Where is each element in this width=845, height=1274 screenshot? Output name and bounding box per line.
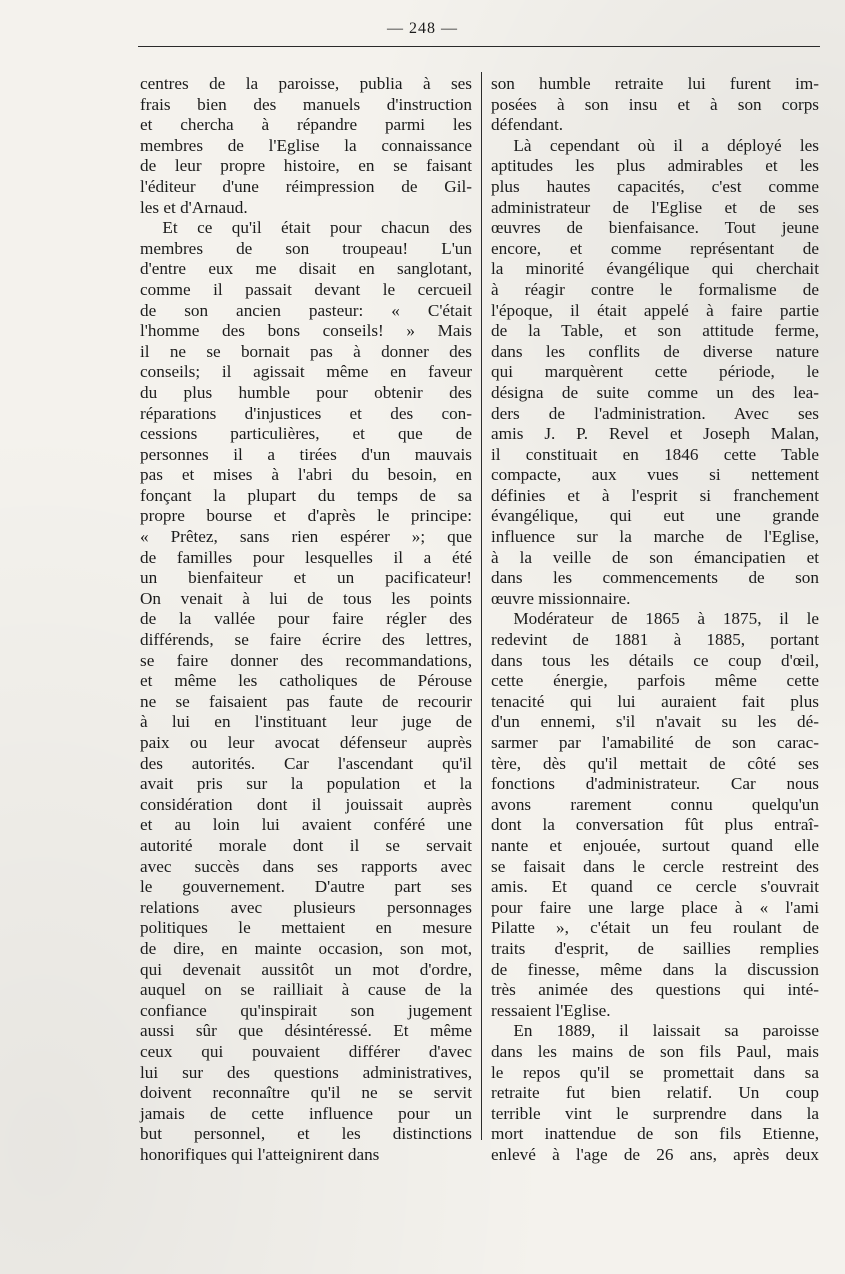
text-line: paix ou leur avocat défenseur auprès bbox=[140, 733, 472, 752]
text-line: Pilatte », c'était un feu roulant de bbox=[491, 918, 819, 938]
text-line: Modérateur de 1865 à 1875, il le bbox=[513, 609, 819, 629]
text-line: auquel on se railliait à cause de la bbox=[140, 980, 472, 1000]
text-line: traits d'esprit, de saillies remplies bbox=[491, 938, 819, 958]
text-line: le repos qu'il se promettait dans sa bbox=[491, 1062, 819, 1082]
text-line: sarmer par l'amabilité de son carac- bbox=[491, 733, 819, 752]
text-line: encore, et comme représentant de bbox=[491, 238, 819, 258]
text-line: ne se faisaient pas faute de recourir bbox=[140, 691, 472, 711]
text-line: comme il passait devant le cercueil bbox=[140, 279, 472, 299]
text-line: autorité morale dont il se servait bbox=[140, 835, 472, 855]
text-line: redevint de 1881 à 1885, portant bbox=[491, 630, 819, 650]
text-line: conseils; il agissait même en faveur bbox=[140, 362, 472, 382]
text-line: à lui en l'instituant leur juge de bbox=[140, 712, 472, 732]
text-line: se faisait dans le cercle restreint des bbox=[491, 856, 819, 876]
text-line: amis. Et quand ce cercle s'ouvrait bbox=[491, 877, 819, 897]
text-line: administrateur de l'Eglise et de ses bbox=[491, 197, 819, 217]
text-line: l'époque, il était appelé à faire partie bbox=[491, 300, 819, 320]
text-line: nante et enjouée, surtout quand elle bbox=[491, 835, 819, 855]
text-line: doivent reconnaître qu'il ne se servit bbox=[140, 1083, 472, 1103]
text-line: dans tous les détails ce coup d'œil, bbox=[491, 650, 819, 670]
text-line: pas et mises à l'abri du besoin, en bbox=[140, 465, 472, 485]
right-column bbox=[491, 74, 819, 1165]
text-line: définies et à l'esprit si franchement bbox=[491, 485, 819, 505]
text-line: mort inattendue de son fils Etienne, bbox=[491, 1124, 819, 1144]
text-line: de dire, en mainte occasion, son mot, bbox=[140, 938, 472, 958]
text-line: ders de l'administration. Avec ses bbox=[491, 403, 819, 423]
text-line: la minorité évangélique qui cherchait bbox=[491, 259, 819, 279]
text-line: fonctions d'administrateur. Car nous bbox=[491, 774, 819, 794]
text-line: personnes il a tirées d'un mauvais bbox=[140, 444, 472, 464]
text-line: Et ce qu'il était pour chacun des bbox=[162, 218, 472, 238]
text-line: On venait à lui de tous les points bbox=[140, 588, 472, 608]
text-line: plus hautes capacités, c'est comme bbox=[491, 176, 819, 196]
text-line: se faire donner des recommandations, bbox=[140, 650, 472, 670]
text-line: retraite fut bien relatif. Un coup bbox=[491, 1083, 819, 1103]
text-line: et même les catholiques de Pérouse bbox=[140, 671, 472, 691]
text-line: posées à son insu et à son corps bbox=[491, 94, 819, 114]
text-line: « Prêtez, sans rien espérer »; que bbox=[140, 527, 472, 547]
text-line: dont la conversation fût plus entraî- bbox=[491, 815, 819, 835]
text-line: défendant. bbox=[491, 115, 564, 135]
text-line: but personnel, et les distinctions bbox=[140, 1124, 472, 1144]
text-line: Là cependant où il a déployé les bbox=[513, 135, 819, 155]
text-line: jamais de cette influence pour un bbox=[140, 1103, 472, 1123]
text-line: considération dont il jouissait auprès bbox=[140, 794, 472, 814]
text-line: En 1889, il laissait sa paroisse bbox=[513, 1021, 819, 1041]
text-line: à réagir contre le formalisme de bbox=[491, 279, 819, 299]
text-line: propre bourse et d'après le principe: bbox=[140, 506, 472, 526]
left-column bbox=[140, 74, 472, 1165]
text-line: cessions particulières, et que de bbox=[140, 424, 472, 444]
text-line: œuvres de bienfaisance. Tout jeune bbox=[491, 218, 819, 238]
text-line: influence sur la marche de l'Eglise, bbox=[491, 527, 819, 547]
text-line: un bienfaiteur et un pacificateur! bbox=[140, 568, 472, 588]
text-line: le gouvernement. D'autre part ses bbox=[140, 877, 472, 897]
text-line: de leur propre histoire, en se faisant bbox=[140, 156, 472, 176]
column-divider bbox=[481, 72, 482, 1140]
text-line: politiques le mettaient en mesure bbox=[140, 918, 472, 938]
text-line: ceux qui pouvaient différer d'avec bbox=[140, 1041, 472, 1061]
text-line: aussi sûr que désintéressé. Et même bbox=[140, 1021, 472, 1041]
header-rule bbox=[138, 46, 820, 47]
text-line: il ne se bornait pas à donner des bbox=[140, 341, 472, 361]
text-line: lui sur des questions administratives, bbox=[140, 1062, 472, 1082]
text-line: évangélique, qui eut une grande bbox=[491, 506, 819, 526]
text-line: relations avec plusieurs personnages bbox=[140, 897, 472, 917]
text-line: d'entre eux me disait en sanglotant, bbox=[140, 259, 472, 279]
text-line: enlevé à l'age de 26 ans, après deux bbox=[491, 1144, 819, 1164]
text-line: confiance qu'inspirait son jugement bbox=[140, 1000, 472, 1020]
text-line: de familles pour lesquelles il a été bbox=[140, 547, 472, 567]
text-line: avec succès dans ses rapports avec bbox=[140, 856, 472, 876]
text-line: l'homme des bons conseils! » Mais bbox=[140, 321, 472, 341]
text-line: œuvre missionnaire. bbox=[491, 588, 631, 608]
text-line: amis J. P. Revel et Joseph Malan, bbox=[491, 424, 819, 444]
text-line: aptitudes les plus admirables et les bbox=[491, 156, 819, 176]
text-line: il constituait en 1846 cette Table bbox=[491, 444, 819, 464]
text-line: désigna de suite comme un des lea- bbox=[491, 382, 819, 402]
text-line: membres de l'Eglise la connaissance bbox=[140, 135, 472, 155]
text-line: pour faire une large place à « l'ami bbox=[491, 897, 819, 917]
text-line: tère, dès qu'il mettait de côté ses bbox=[491, 753, 819, 773]
text-line: tenacité qui lui auraient fait plus bbox=[491, 691, 819, 711]
text-line: terrible vint le surprendre dans la bbox=[491, 1103, 819, 1123]
text-line: du plus humble pour obtenir des bbox=[140, 382, 472, 402]
text-line: de la Table, et son attitude ferme, bbox=[491, 321, 819, 341]
text-line: frais bien des manuels d'instruction bbox=[140, 94, 472, 114]
text-line: honorifiques qui l'atteignirent dans bbox=[140, 1144, 380, 1164]
text-line: qui marquèrent cette période, le bbox=[491, 362, 819, 382]
text-line: à la veille de son émancipatien et bbox=[491, 547, 819, 567]
text-line: cette énergie, parfois même cette bbox=[491, 671, 819, 691]
text-line: avait pris sur la population et la bbox=[140, 774, 472, 794]
text-line: et chercha à répandre parmi les bbox=[140, 115, 472, 135]
text-line: l'éditeur d'une réimpression de Gil- bbox=[140, 176, 472, 196]
text-line: membres de son troupeau! L'un bbox=[140, 238, 472, 258]
text-line: de son ancien pasteur: « C'était bbox=[140, 300, 472, 320]
text-line: qui devenait aussitôt un mot d'ordre, bbox=[140, 959, 472, 979]
text-line: les et d'Arnaud. bbox=[140, 197, 248, 217]
text-line: dans les commencements de son bbox=[491, 568, 819, 588]
text-line: son humble retraite lui furent im- bbox=[491, 74, 819, 93]
text-line: centres de la paroisse, publia à ses bbox=[140, 74, 472, 93]
text-line: avons rarement connu quelqu'un bbox=[491, 794, 819, 814]
text-line: d'un ennemi, s'il n'avait su les dé- bbox=[491, 712, 819, 732]
text-line: ressaient l'Eglise. bbox=[491, 1000, 611, 1020]
text-line: fonçant la plupart du temps de sa bbox=[140, 485, 472, 505]
page-number: — 248 — bbox=[387, 20, 458, 37]
text-line: de finesse, même dans la discussion bbox=[491, 959, 819, 979]
text-line: réparations d'injustices et des con- bbox=[140, 403, 472, 423]
text-line: de la vallée pour faire régler des bbox=[140, 609, 472, 629]
text-line: dans les mains de son fils Paul, mais bbox=[491, 1041, 819, 1061]
text-line: très animée des questions qui inté- bbox=[491, 980, 819, 1000]
text-line: compacte, aux vues si nettement bbox=[491, 465, 819, 485]
text-line: des autorités. Car l'ascendant qu'il bbox=[140, 753, 472, 773]
text-line: dans les conflits de diverse nature bbox=[491, 341, 819, 361]
text-line: différends, se faire écrire des lettres, bbox=[140, 630, 472, 650]
text-line: et au loin lui avaient conféré une bbox=[140, 815, 472, 835]
